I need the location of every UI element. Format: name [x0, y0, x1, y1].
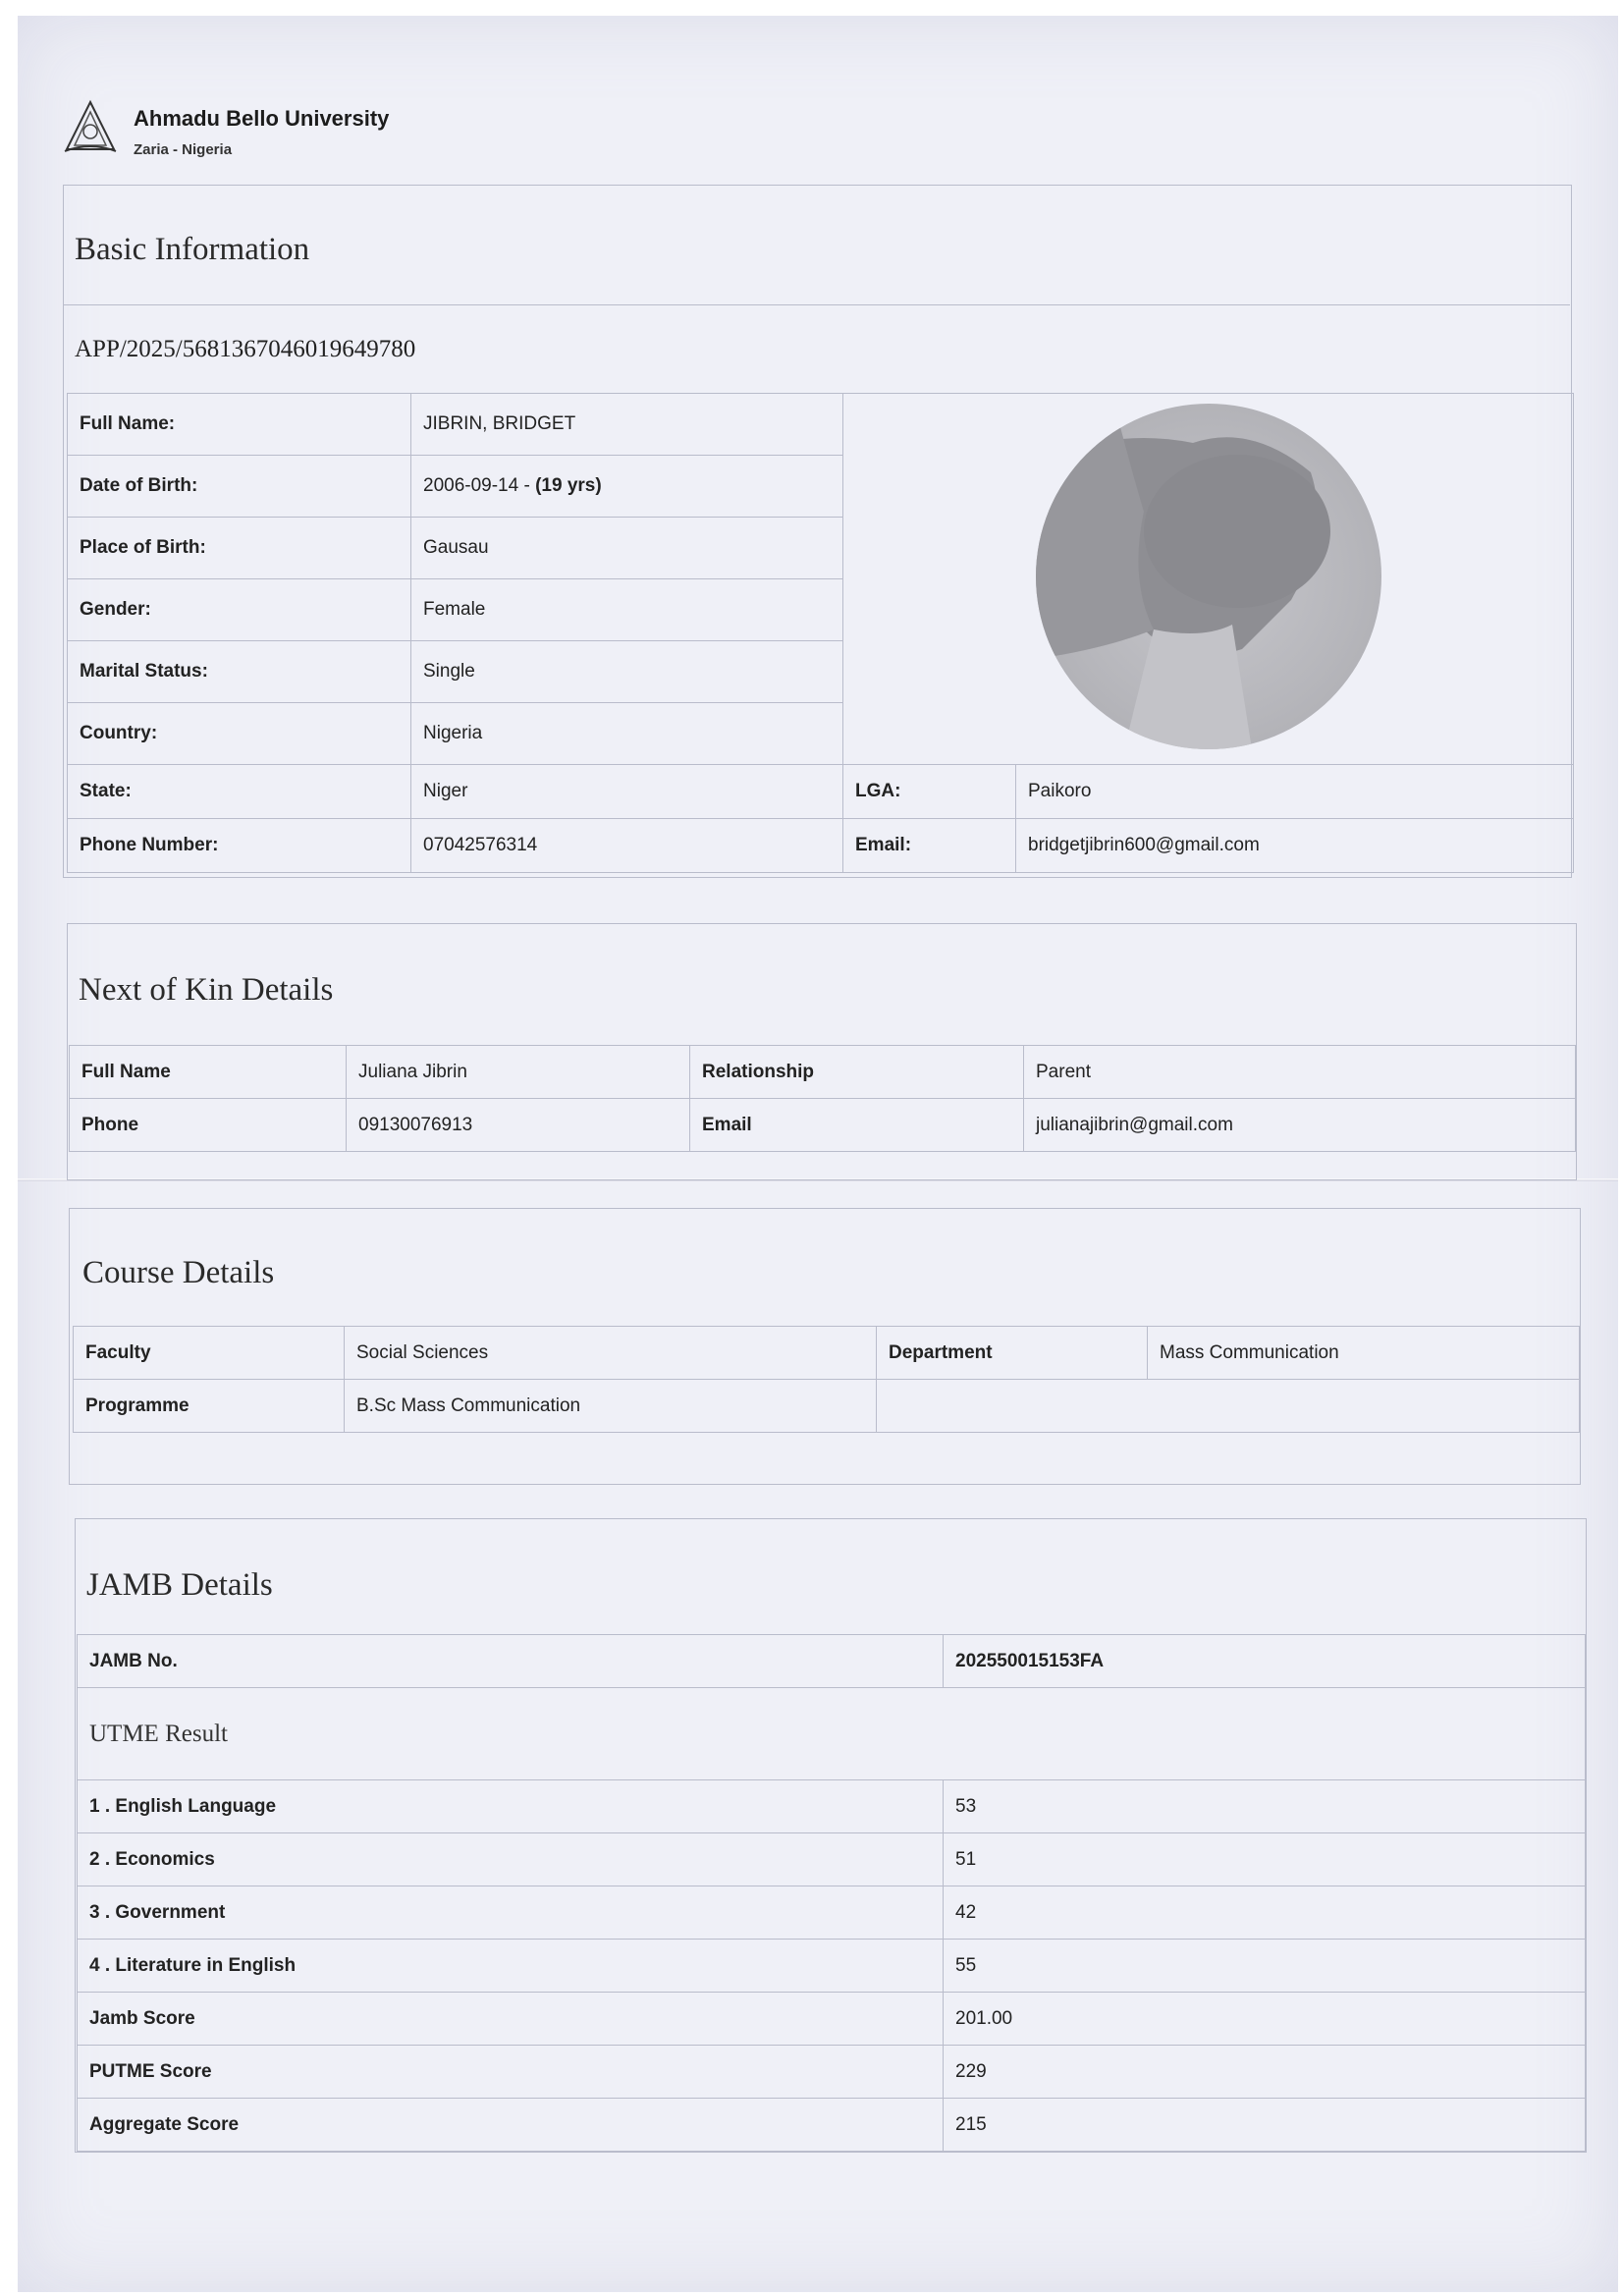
basic-info-table — [67, 393, 1574, 873]
department-label: Department — [877, 1327, 1148, 1380]
passport-photo — [1036, 404, 1381, 749]
phone-value: 07042576314 — [411, 819, 843, 873]
subject-label: 4 . Literature in English — [78, 1940, 944, 1993]
marital-status-value: Single — [411, 641, 843, 703]
table-row — [78, 1993, 1586, 2046]
subject-label: 1 . English Language — [78, 1780, 944, 1833]
table-row — [68, 765, 1574, 819]
university-name: Ahmadu Bello University — [134, 106, 390, 131]
gender-value: Female — [411, 579, 843, 641]
photo-cell — [843, 394, 1574, 765]
table-row — [78, 2046, 1586, 2099]
table-row — [78, 1780, 1586, 1833]
nok-relationship-label: Relationship — [690, 1046, 1024, 1099]
university-crest-icon — [61, 98, 120, 157]
dob-age: (19 yrs) — [535, 475, 602, 496]
faculty-label: Faculty — [74, 1327, 345, 1380]
jamb-no-value: 202550015153FA — [944, 1635, 1586, 1688]
nok-phone-label: Phone — [70, 1099, 347, 1152]
state-value: Niger — [411, 765, 843, 819]
programme-label: Programme — [74, 1380, 345, 1433]
table-row — [70, 1099, 1576, 1152]
table-row — [78, 1635, 1586, 1688]
empty-cell — [877, 1380, 1580, 1433]
jamb-score-value: 201.00 — [944, 1993, 1586, 2046]
country-value: Nigeria — [411, 703, 843, 765]
table-row — [78, 1833, 1586, 1886]
next-of-kin-title: Next of Kin Details — [79, 972, 334, 1008]
basic-info-title: Basic Information — [75, 232, 310, 267]
table-row — [74, 1327, 1580, 1380]
nok-phone-value: 09130076913 — [347, 1099, 690, 1152]
dob-label: Date of Birth: — [68, 456, 411, 518]
jamb-table — [77, 1634, 1586, 2152]
nok-email-label: Email — [690, 1099, 1024, 1152]
email-value: bridgetjibrin600@gmail.com — [1016, 819, 1574, 873]
application-number: APP/2025/5681367046019649780 — [75, 336, 416, 362]
utme-result-title: UTME Result — [78, 1688, 1586, 1780]
table-row — [78, 1940, 1586, 1993]
table-row — [70, 1046, 1576, 1099]
subject-label: 3 . Government — [78, 1886, 944, 1940]
table-row — [74, 1380, 1580, 1433]
lga-label: LGA: — [843, 765, 1016, 819]
putme-score-label: PUTME Score — [78, 2046, 944, 2099]
full-name-label: Full Name: — [68, 394, 411, 456]
faculty-value: Social Sciences — [345, 1327, 877, 1380]
gender-label: Gender: — [68, 579, 411, 641]
lga-value: Paikoro — [1016, 765, 1574, 819]
nok-relationship-value: Parent — [1024, 1046, 1576, 1099]
aggregate-score-value: 215 — [944, 2099, 1586, 2152]
place-of-birth-label: Place of Birth: — [68, 518, 411, 579]
subject-score: 53 — [944, 1780, 1586, 1833]
table-row — [78, 1688, 1586, 1780]
dob-date: 2006-09-14 - — [423, 475, 536, 496]
next-of-kin-table — [69, 1045, 1576, 1152]
department-value: Mass Communication — [1148, 1327, 1580, 1380]
subject-score: 42 — [944, 1886, 1586, 1940]
table-row — [78, 1886, 1586, 1940]
table-row — [78, 2099, 1586, 2152]
nok-full-name-value: Juliana Jibrin — [347, 1046, 690, 1099]
subject-score: 55 — [944, 1940, 1586, 1993]
putme-score-value: 229 — [944, 2046, 1586, 2099]
aggregate-score-label: Aggregate Score — [78, 2099, 944, 2152]
course-table — [73, 1326, 1580, 1433]
phone-label: Phone Number: — [68, 819, 411, 873]
divider — [63, 304, 1570, 305]
course-title: Course Details — [82, 1255, 275, 1290]
jamb-score-label: Jamb Score — [78, 1993, 944, 2046]
full-name-value: JIBRIN, BRIDGET — [411, 394, 843, 456]
table-row — [68, 394, 1574, 456]
place-of-birth-value: Gausau — [411, 518, 843, 579]
country-label: Country: — [68, 703, 411, 765]
subject-score: 51 — [944, 1833, 1586, 1886]
programme-value: B.Sc Mass Communication — [345, 1380, 877, 1433]
jamb-no-label: JAMB No. — [78, 1635, 944, 1688]
table-row — [68, 819, 1574, 873]
nok-email-value: julianajibrin@gmail.com — [1024, 1099, 1576, 1152]
state-label: State: — [68, 765, 411, 819]
nok-full-name-label: Full Name — [70, 1046, 347, 1099]
jamb-title: JAMB Details — [86, 1567, 273, 1603]
marital-status-label: Marital Status: — [68, 641, 411, 703]
email-label: Email: — [843, 819, 1016, 873]
subject-label: 2 . Economics — [78, 1833, 944, 1886]
university-location: Zaria - Nigeria — [134, 141, 233, 158]
dob-value — [411, 456, 843, 518]
